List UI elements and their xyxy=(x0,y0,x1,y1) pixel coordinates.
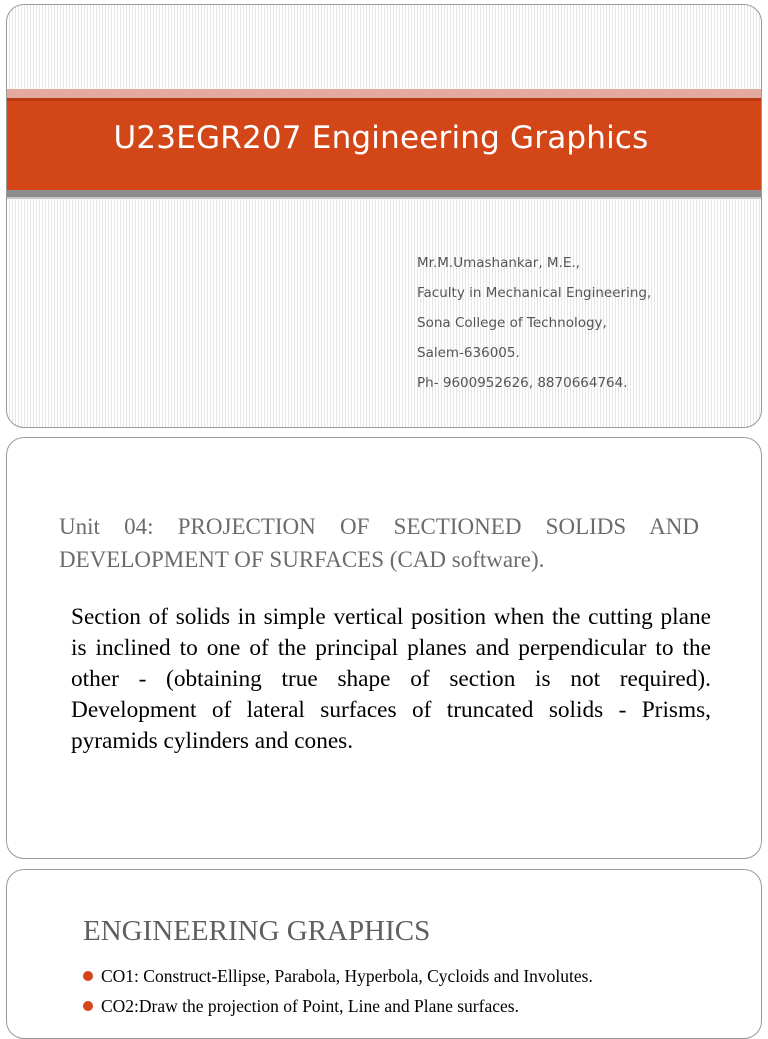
slide-title: U23EGR207 Engineering Graphics xyxy=(113,120,649,156)
unit-slide xyxy=(6,437,762,859)
outcome-text: CO1: Construct-Ellipse, Parabola, Hyperbola, Cycloids and Involutes. xyxy=(101,966,593,986)
author-phone: Ph- 9600952626, 8870664764. xyxy=(417,375,628,391)
author-city: Salem-636005. xyxy=(417,345,520,361)
outcomes-slide xyxy=(6,869,762,1039)
title-band-highlight xyxy=(7,89,761,98)
title-band-shadow-light xyxy=(7,197,761,199)
title-slide xyxy=(6,4,762,428)
outcome-text: CO2:Draw the projection of Point, Line and Plane surfaces. xyxy=(101,996,519,1016)
outcomes-heading: ENGINEERING GRAPHICS xyxy=(83,915,431,947)
outcomes-list xyxy=(83,961,593,1021)
bullet-icon xyxy=(83,1001,93,1011)
author-college: Sona College of Technology, xyxy=(417,315,607,331)
list-item xyxy=(83,961,593,991)
list-item xyxy=(83,991,593,1021)
author-block xyxy=(417,248,651,398)
author-department: Faculty in Mechanical Engineering, xyxy=(417,285,652,301)
unit-description: Section of solids in simple vertical position when the cutting plane is inclined to one of the principal planes and perpendicular to the other - (obtaining true shape of section is not required). Development of lateral surfaces of truncated solids - Prisms, pyramids cylinders and cones. xyxy=(71,604,711,754)
unit-heading: Unit 04: PROJECTION OF SECTIONED SOLIDS AND DEVELOPMENT OF SURFACES (CAD software). xyxy=(59,514,699,572)
bullet-icon xyxy=(83,971,93,981)
author-name: Mr.M.Umashankar, M.E., xyxy=(417,255,580,271)
title-band-shadow xyxy=(7,190,761,197)
